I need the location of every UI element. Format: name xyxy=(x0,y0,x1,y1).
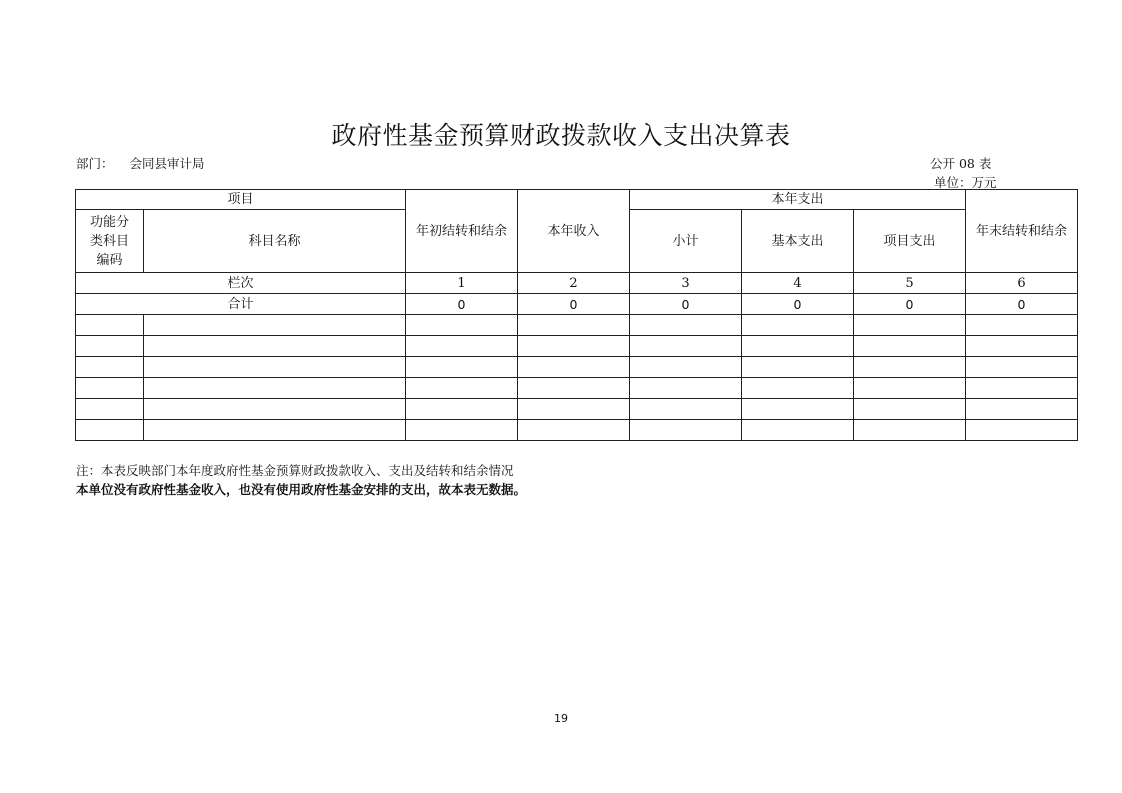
table-note: 注：本表反映部门本年度政府性基金预算财政拨款收入、支出及结转和结余情况 xyxy=(76,463,514,478)
page-title: 政府性基金预算财政拨款收入支出决算表 xyxy=(331,121,791,150)
unit-label: 单位：万元 xyxy=(934,175,997,190)
row-index-cell: 1 xyxy=(406,273,518,294)
row-index-cell: 6 xyxy=(966,273,1078,294)
total-label: 合计 xyxy=(76,294,406,315)
header-code: 功能分类科目编码 xyxy=(76,210,144,273)
table-row xyxy=(76,399,1078,420)
row-index-cell: 3 xyxy=(630,273,742,294)
table-row xyxy=(76,420,1078,441)
header-income: 本年收入 xyxy=(518,190,630,273)
header-expense: 本年支出 xyxy=(630,190,966,210)
row-index-cell: 2 xyxy=(518,273,630,294)
total-value: 0 xyxy=(630,294,742,315)
total-value: 0 xyxy=(742,294,854,315)
header-name: 科目名称 xyxy=(144,210,406,273)
table-row xyxy=(76,315,1078,336)
total-value: 0 xyxy=(518,294,630,315)
table-row xyxy=(76,357,1078,378)
header-basic: 基本支出 xyxy=(742,210,854,273)
row-index-cell: 4 xyxy=(742,273,854,294)
row-index-label: 栏次 xyxy=(76,273,406,294)
table-row xyxy=(76,378,1078,399)
header-item: 项目 xyxy=(76,190,406,210)
department-label: 部门： xyxy=(76,156,114,171)
total-value: 0 xyxy=(406,294,518,315)
total-value: 0 xyxy=(854,294,966,315)
form-number: 公开 08 表 xyxy=(930,156,992,171)
table-row xyxy=(76,336,1078,357)
fund-table xyxy=(75,189,1078,441)
page-number: 19 xyxy=(554,712,568,725)
header-project: 项目支出 xyxy=(854,210,966,273)
header-begin-balance: 年初结转和结余 xyxy=(406,190,518,273)
no-data-statement: 本单位没有政府性基金收入，也没有使用政府性基金安排的支出，故本表无数据。 xyxy=(76,482,527,497)
header-end-balance: 年末结转和结余 xyxy=(966,190,1078,273)
department-line xyxy=(76,154,205,172)
total-value: 0 xyxy=(966,294,1078,315)
department-name: 会同县审计局 xyxy=(129,156,205,171)
row-index-cell: 5 xyxy=(854,273,966,294)
header-subtotal: 小计 xyxy=(630,210,742,273)
